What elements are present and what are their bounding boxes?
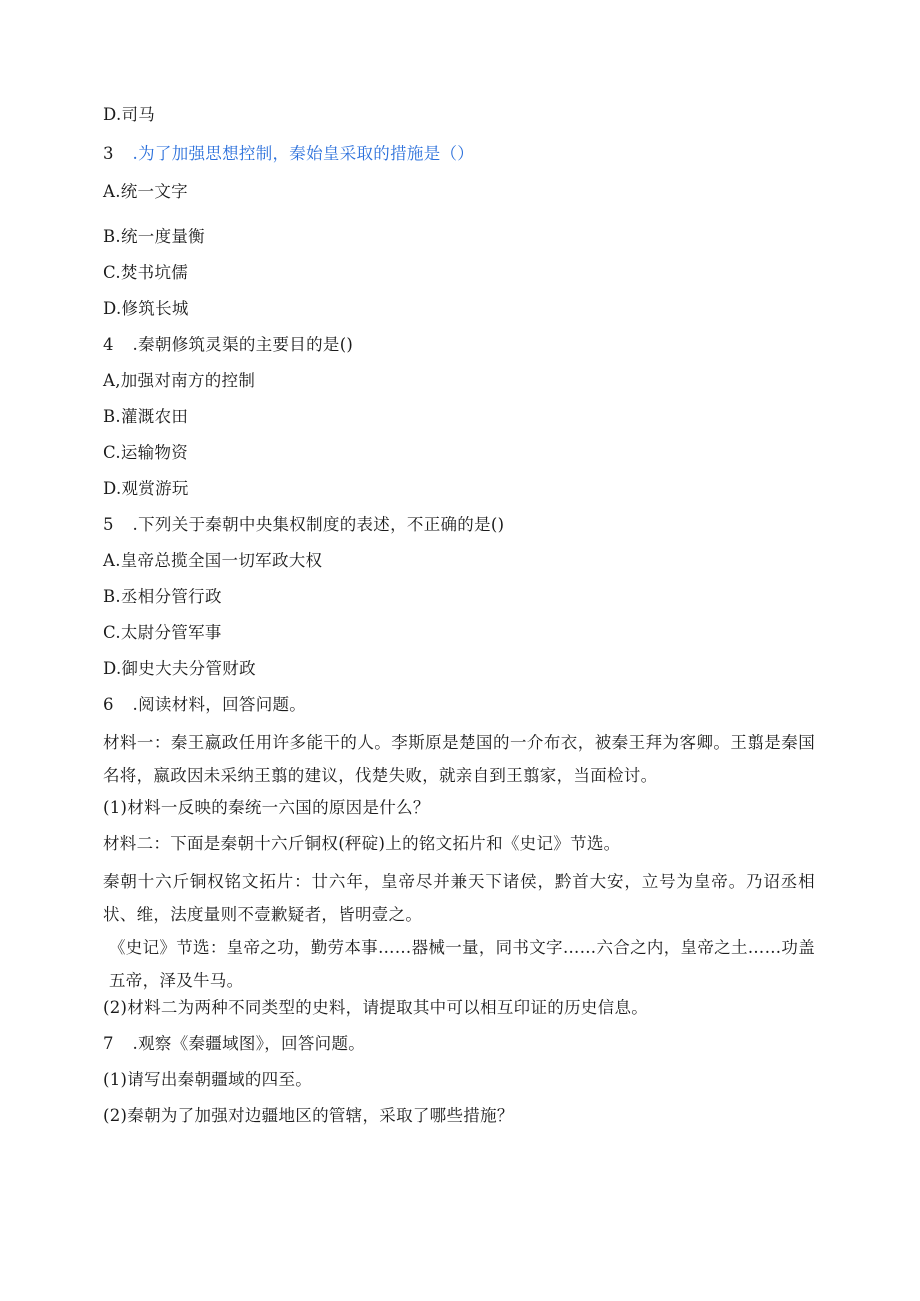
- q3-stem: .为了加强思想控制，秦始皇采取的措施是（）: [127, 144, 475, 163]
- q4-number: 4: [103, 335, 114, 354]
- q5-option-c: C.太尉分管军事: [103, 623, 222, 642]
- q5-option-a: A.皇帝总揽全国一切军政大权: [103, 551, 323, 570]
- q7-stem-line: [103, 1032, 823, 1056]
- q4-option-a: A,加强对南方的控制: [103, 371, 256, 390]
- q7-stem: .观察《秦疆域图》，回答问题。: [127, 1034, 366, 1053]
- q2-option-d: D.司马: [103, 105, 156, 124]
- q6-material-1: 材料一：秦王嬴政任用许多能干的人。李斯原是楚国的一介布衣，被秦王拜为客卿。王翦是秦国名将，嬴政因未采纳王翦的建议，伐楚失败，就亲自到王翦家，当面检讨。: [103, 733, 815, 785]
- q3-option-b: B.统一度量衡: [103, 227, 205, 246]
- q7-sub-question-1: (1)请写出秦朝疆域的四至。: [103, 1070, 313, 1089]
- q6-material-2-inscription: 秦朝十六斤铜权铭文拓片：廿六年，皇帝尽并兼天下诸侯，黔首大安，立号为皇帝。乃诏丞相状、维，法度量则不壹歉疑者，皆明壹之。: [103, 872, 815, 924]
- q4-stem: .秦朝修筑灵渠的主要目的是(): [127, 335, 354, 354]
- q5-stem-line: [103, 513, 823, 537]
- q7-sub-question-2: (2)秦朝为了加强对边疆地区的管辖，采取了哪些措施？: [103, 1106, 514, 1125]
- q3-option-c: C.焚书坑儒: [103, 263, 189, 282]
- q3-option-a: A.统一文字: [103, 182, 188, 201]
- q6-material-2-shiji: 《史记》节选：皇帝之功，勤劳本事……器械一量，同书文字……六合之内，皇帝之土……功盖五帝，泽及牛马。: [109, 938, 815, 990]
- q4-option-b: B.灌溉农田: [103, 407, 189, 426]
- q6-sub-question-1: (1)材料一反映的秦统一六国的原因是什么？: [103, 798, 430, 817]
- q6-stem-line: [103, 693, 823, 717]
- q6-stem: .阅读材料，回答问题。: [127, 695, 307, 714]
- q3-option-d: D.修筑长城: [103, 299, 189, 318]
- q4-option-d: D.观赏游玩: [103, 479, 189, 498]
- q6-number: 6: [103, 695, 114, 714]
- q5-option-d: D.御史大夫分管财政: [103, 659, 256, 678]
- q6-material-2-intro: 材料二：下面是秦朝十六斤铜权(秤碇)上的铭文拓片和《史记》节选。: [103, 834, 621, 853]
- q3-number: 3: [103, 144, 114, 163]
- q7-number: 7: [103, 1034, 114, 1053]
- q5-stem: .下列关于秦朝中央集权制度的表述，不正确的是(): [127, 515, 505, 534]
- q5-number: 5: [103, 515, 114, 534]
- q6-sub-question-2: (2)材料二为两种不同类型的史料，请提取其中可以相互印证的历史信息。: [103, 998, 649, 1017]
- q5-option-b: B.丞相分管行政: [103, 587, 222, 606]
- q4-option-c: C.运输物资: [103, 443, 189, 462]
- q4-stem-line: [103, 333, 823, 357]
- q3-stem-line: [103, 142, 823, 166]
